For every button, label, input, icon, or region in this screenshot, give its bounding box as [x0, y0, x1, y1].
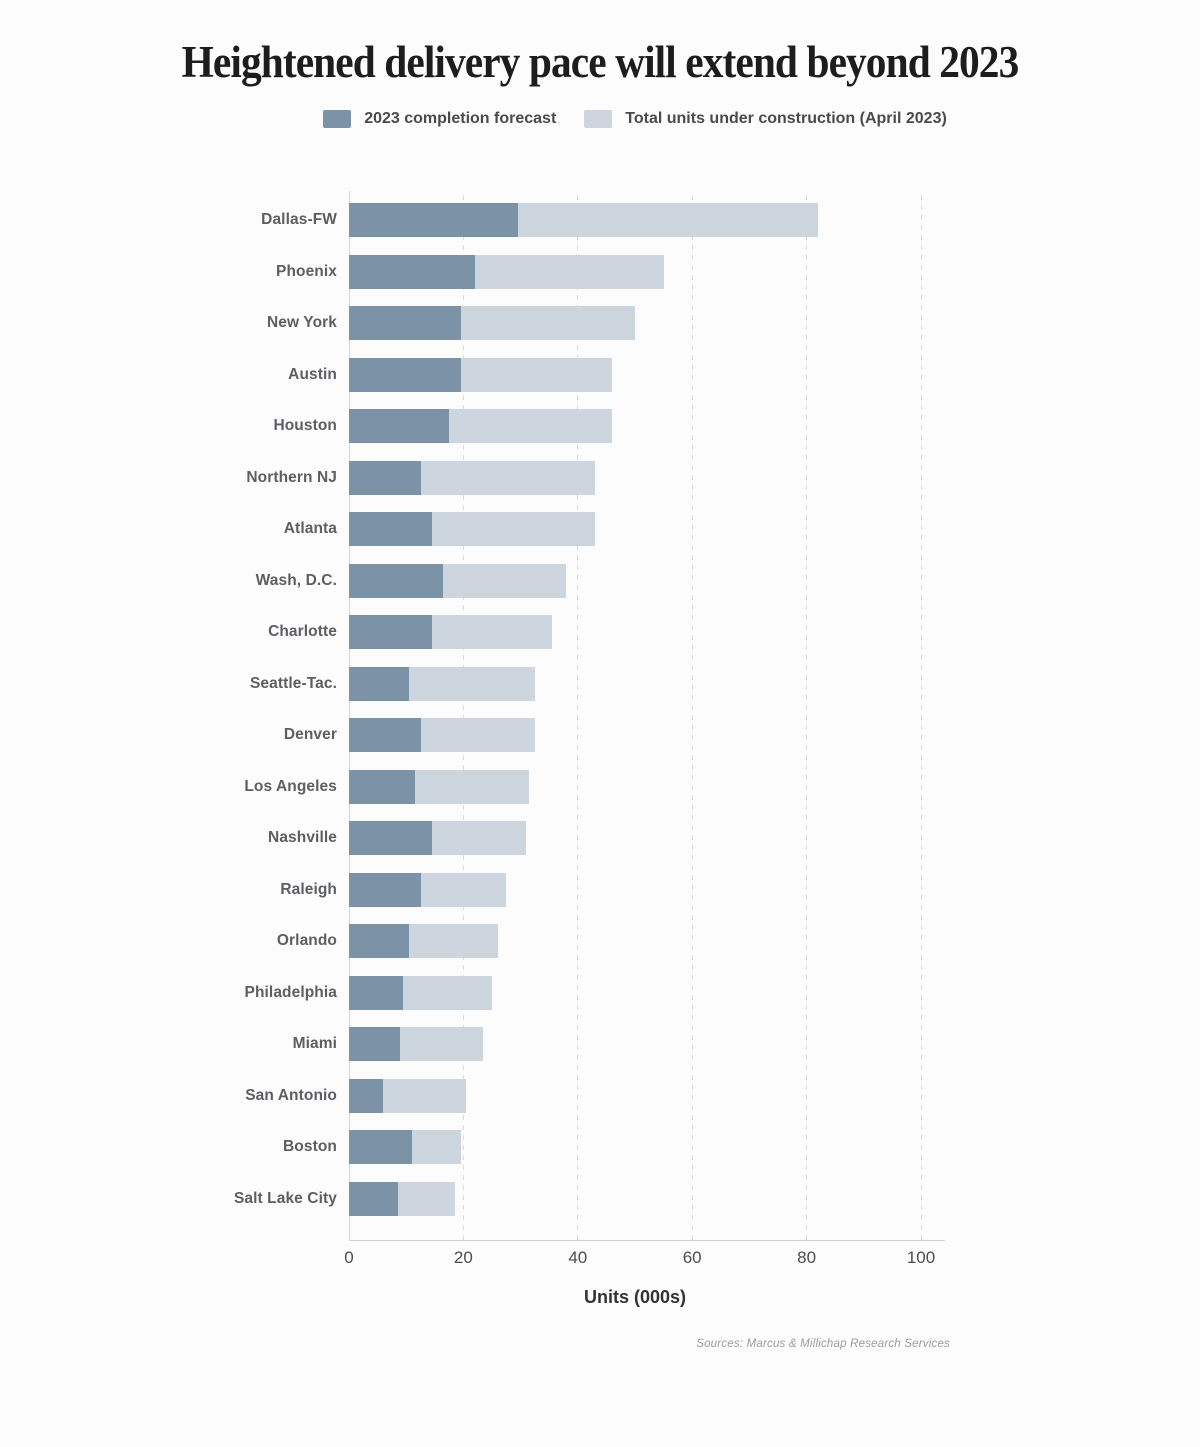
- bar-area: [349, 1182, 944, 1216]
- bar-area: [349, 358, 944, 392]
- category-label: Northern NJ: [246, 468, 337, 486]
- x-tick-label: 0: [344, 1248, 354, 1267]
- category-label: Boston: [283, 1138, 337, 1155]
- forecast-bar-segment: [349, 873, 421, 907]
- bar-row: [0, 718, 944, 752]
- category-label: Charlotte: [268, 623, 337, 640]
- forecast-bar-segment: [349, 667, 409, 701]
- x-tick-label: 40: [568, 1248, 588, 1267]
- bar-row: [0, 512, 944, 546]
- under-construction-bar-segment: [398, 1182, 455, 1216]
- forecast-bar-segment: [349, 924, 409, 958]
- category-label: Miami: [292, 1035, 337, 1052]
- forecast-bar-segment: [349, 1182, 398, 1216]
- x-tick-label: 100: [906, 1248, 936, 1267]
- forecast-bar-segment: [349, 512, 432, 546]
- bar-row: [0, 1027, 944, 1061]
- category-label: Austin: [288, 365, 337, 383]
- bar-area: [349, 306, 944, 340]
- x-tick-label: 20: [453, 1248, 473, 1267]
- under-construction-bar-segment: [400, 1027, 483, 1061]
- category-label: Orlando: [276, 932, 337, 949]
- forecast-legend-label: 2023 completion forecast: [364, 110, 557, 127]
- under-construction-swatch: [584, 110, 612, 128]
- under-construction-bar-segment: [432, 615, 552, 649]
- bar-row: [0, 770, 944, 804]
- bar-row: [0, 1079, 944, 1113]
- under-construction-bar-segment: [518, 203, 818, 237]
- category-label: Denver: [283, 726, 337, 743]
- category-label: San Antonio: [245, 1086, 337, 1104]
- under-construction-bar-segment: [409, 924, 498, 958]
- category-label: Nashville: [268, 829, 337, 846]
- bar-area: [349, 1079, 944, 1113]
- under-construction-bar-segment: [475, 255, 664, 289]
- under-construction-bar-segment: [415, 770, 529, 804]
- bar-chart: [0, 195, 960, 1355]
- category-label: Philadelphia: [244, 983, 337, 1001]
- bar-area: [349, 409, 944, 443]
- legend-item-under-construction: [584, 110, 947, 128]
- bar-area: [349, 255, 944, 289]
- x-tick-label: 60: [682, 1248, 702, 1267]
- bar-row: [0, 306, 944, 340]
- bar-row: [0, 409, 944, 443]
- bar-row: [0, 564, 944, 598]
- forecast-bar-segment: [349, 718, 421, 752]
- bar-row: [0, 1130, 944, 1164]
- under-construction-bar-segment: [443, 564, 566, 598]
- forecast-swatch: [323, 110, 351, 128]
- forecast-bar-segment: [349, 1027, 400, 1061]
- under-construction-bar-segment: [461, 358, 613, 392]
- bar-row: [0, 461, 944, 495]
- under-construction-bar-segment: [403, 976, 492, 1010]
- forecast-bar-segment: [349, 306, 461, 340]
- category-label: New York: [266, 314, 337, 331]
- forecast-bar-segment: [349, 821, 432, 855]
- under-construction-bar-segment: [421, 461, 595, 495]
- under-construction-bar-segment: [432, 512, 595, 546]
- bar-row: [0, 667, 944, 701]
- under-construction-bar-segment: [421, 873, 507, 907]
- forecast-bar-segment: [349, 564, 443, 598]
- bar-row: [0, 358, 944, 392]
- under-construction-bar-segment: [449, 409, 612, 443]
- forecast-bar-segment: [349, 358, 461, 392]
- under-construction-bar-segment: [409, 667, 535, 701]
- bar-row: [0, 255, 944, 289]
- category-label: Wash, D.C.: [255, 571, 337, 589]
- bar-area: [349, 512, 944, 546]
- x-axis-line: [349, 1240, 945, 1241]
- chart-title: Heightened delivery pace will extend beyond 2023: [181, 37, 1019, 87]
- bar-row: [0, 924, 944, 958]
- under-construction-bar-segment: [412, 1130, 461, 1164]
- bar-row: [0, 873, 944, 907]
- under-construction-legend-label: Total units under construction (April 2023): [625, 110, 947, 127]
- legend-item-forecast: [323, 110, 556, 128]
- category-label: Raleigh: [280, 880, 337, 898]
- forecast-bar-segment: [349, 409, 449, 443]
- bar-area: [349, 924, 944, 958]
- bar-area: [349, 203, 944, 237]
- bar-area: [349, 1027, 944, 1061]
- source-note: Sources: Marcus & Millichap Research Services: [696, 1338, 950, 1350]
- bar-area: [349, 564, 944, 598]
- forecast-bar-segment: [349, 203, 518, 237]
- bar-area: [349, 976, 944, 1010]
- legend: [349, 110, 947, 128]
- x-tick-label: 80: [797, 1248, 817, 1267]
- category-label: Dallas-FW: [261, 211, 337, 228]
- bar-row: [0, 976, 944, 1010]
- bar-area: [349, 821, 944, 855]
- forecast-bar-segment: [349, 255, 475, 289]
- category-label: Seattle-Tac.: [249, 674, 337, 692]
- bar-area: [349, 718, 944, 752]
- category-label: Phoenix: [276, 262, 337, 280]
- bar-area: [349, 667, 944, 701]
- forecast-bar-segment: [349, 461, 421, 495]
- forecast-bar-segment: [349, 976, 403, 1010]
- under-construction-bar-segment: [432, 821, 526, 855]
- forecast-bar-segment: [349, 770, 415, 804]
- bar-rows: [0, 203, 944, 1233]
- x-axis-title: Units (000s): [583, 1287, 687, 1307]
- category-label: Los Angeles: [244, 777, 337, 795]
- forecast-bar-segment: [349, 615, 432, 649]
- category-label: Houston: [273, 417, 337, 434]
- bar-area: [349, 1130, 944, 1164]
- bar-row: [0, 821, 944, 855]
- under-construction-bar-segment: [421, 718, 535, 752]
- bar-area: [349, 873, 944, 907]
- category-label: Salt Lake City: [233, 1189, 337, 1207]
- bar-area: [349, 461, 944, 495]
- forecast-bar-segment: [349, 1130, 412, 1164]
- bar-row: [0, 1182, 944, 1216]
- bar-row: [0, 203, 944, 237]
- bar-area: [349, 615, 944, 649]
- forecast-bar-segment: [349, 1079, 383, 1113]
- x-tick-labels: [344, 1248, 945, 1270]
- bar-row: [0, 615, 944, 649]
- bar-area: [349, 770, 944, 804]
- category-label: Atlanta: [283, 520, 337, 537]
- under-construction-bar-segment: [461, 306, 635, 340]
- under-construction-bar-segment: [383, 1079, 466, 1113]
